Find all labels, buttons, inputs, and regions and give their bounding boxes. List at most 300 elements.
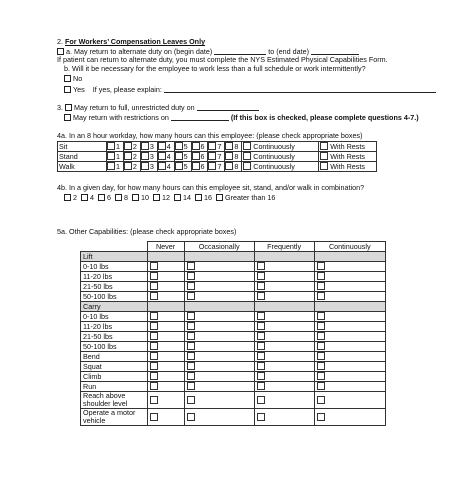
sec4a-hour-cell: [191, 152, 208, 162]
sec3-full-duty-checkbox[interactable]: [65, 104, 72, 111]
sec5a-row-label: 11-20 lbs: [81, 322, 148, 332]
sec2-begin-date-field[interactable]: [214, 47, 266, 55]
sec5a-row: [81, 312, 386, 322]
sec5a-checkbox[interactable]: [317, 292, 325, 300]
sec4b-option-label: 12: [162, 193, 170, 202]
sec4b-option: [64, 193, 77, 202]
sec5a-check-cell: [184, 252, 254, 262]
sec4a-hour-label: 6: [200, 162, 205, 171]
sec5a-checkbox[interactable]: [187, 352, 195, 360]
sec2-a-text: a. May return to alternate duty on (begin date): [66, 47, 213, 56]
sec4b-option-label: 8: [124, 193, 128, 202]
sec4a-with-rests-cell: [319, 142, 377, 152]
sec5a-check-cell: [254, 252, 314, 262]
sec4a-hour-label: 5: [183, 152, 188, 161]
sec5a-checkbox[interactable]: [257, 352, 265, 360]
sec5a-row-label: 50-100 lbs: [81, 292, 148, 302]
sec2-no-label: No: [73, 74, 83, 83]
sec5a-check-cell: [184, 312, 254, 322]
sec5a-check-cell: [147, 312, 184, 322]
sec4a-hour-checkbox[interactable]: [208, 142, 216, 150]
sec5a-checkbox[interactable]: [150, 272, 158, 280]
sec4b-options: [64, 194, 275, 202]
sec4a-row-label: Sit: [58, 142, 107, 152]
sec2-explain: If yes, please explain:: [92, 85, 162, 94]
sec2-patient-note: If patient can return to alternate duty, you must complete the NYS Estimated Physical Capabilities Form.: [57, 55, 388, 64]
sec5a-check-cell: [147, 372, 184, 382]
sec5a-check-cell: [184, 392, 254, 409]
sec4a-hour-cell: [140, 142, 157, 152]
sec5a-check-cell: [314, 392, 385, 409]
sec5a-row-label: 11-20 lbs: [81, 272, 148, 282]
sec4a-hour-checkbox[interactable]: [158, 152, 166, 160]
sec5a-check-cell: [147, 342, 184, 352]
sec2-explain-field[interactable]: [164, 85, 436, 93]
sec5a-check-cell: [314, 409, 385, 426]
sec5a-row-label: Carry: [81, 302, 148, 312]
sec2-no-checkbox[interactable]: [64, 75, 71, 82]
sec4b-option: [81, 193, 94, 202]
sec3-number: 3.: [57, 103, 63, 112]
sec5a-row-label: Operate a motor vehicle: [81, 409, 148, 426]
sec4a-hour-label: 4: [166, 152, 171, 161]
sec4a-hour-checkbox[interactable]: [107, 162, 115, 170]
sec5a-checkbox[interactable]: [257, 372, 265, 380]
sec3-note: (If this box is checked, please complete questions 4-7.): [230, 113, 419, 122]
sec4a-hour-checkbox[interactable]: [175, 142, 183, 150]
sec5a-check-cell: [147, 282, 184, 292]
sec5a-check-cell: [184, 372, 254, 382]
sec4b-greater-option: [216, 193, 275, 202]
sec4b-checkbox[interactable]: [81, 194, 88, 201]
sec4a-hour-label: 8: [234, 142, 239, 151]
sec5a-checkbox[interactable]: [257, 282, 265, 290]
sec5a-check-cell: [314, 382, 385, 392]
sec5a-checkbox[interactable]: [257, 272, 265, 280]
sec5a-row-label: Reach above shoulder level: [81, 392, 148, 409]
sec5a-check-cell: [314, 282, 385, 292]
sec5a-checkbox[interactable]: [257, 262, 265, 270]
sec5a-check-cell: [314, 352, 385, 362]
sec5a-checkbox[interactable]: [257, 362, 265, 370]
sec5a-checkbox[interactable]: [150, 352, 158, 360]
sec4a-hour-label: 8: [234, 152, 239, 161]
sec5a-check-cell: [147, 292, 184, 302]
sec4a-hour-cell: [157, 152, 174, 162]
sec5a-check-cell: [184, 262, 254, 272]
sec5a-checkbox[interactable]: [187, 272, 195, 280]
sec4b-checkbox[interactable]: [132, 194, 139, 201]
sec4b-option-label: 4: [90, 193, 94, 202]
sec5a-table: [80, 241, 386, 426]
sec5a-header-cell: Occasionally: [184, 242, 254, 252]
sec2-yes-option: [64, 85, 436, 94]
sec5a-row: [81, 352, 386, 362]
sec5a-checkbox[interactable]: [317, 372, 325, 380]
sec4a-continuously-label: Continuously: [251, 162, 295, 171]
sec5a-check-cell: [254, 292, 314, 302]
sec5a-row-label: 0-10 lbs: [81, 262, 148, 272]
sec4b-option-label: 10: [141, 193, 149, 202]
sec5a-check-cell: [147, 262, 184, 272]
sec5a-check-cell: [254, 312, 314, 322]
sec4a-hour-cell: [107, 152, 124, 162]
sec5a-checkbox[interactable]: [150, 382, 158, 390]
sec5a-check-cell: [147, 392, 184, 409]
sec4a-hour-label: 5: [183, 142, 188, 151]
sec5a-check-cell: [314, 362, 385, 372]
sec4a-with-rests-cell: [319, 162, 377, 172]
sec5a-row: [81, 382, 386, 392]
sec5a-checkbox[interactable]: [257, 396, 265, 404]
sec5a-checkbox[interactable]: [317, 362, 325, 370]
sec5a-checkbox[interactable]: [187, 372, 195, 380]
sec5a-check-cell: [314, 372, 385, 382]
sec4a-continuously-cell: [242, 152, 319, 162]
sec5a-checkbox[interactable]: [187, 312, 195, 320]
sec5a-check-cell: [254, 409, 314, 426]
sec5a-check-cell: [314, 292, 385, 302]
sec5a-header-cell: Frequently: [254, 242, 314, 252]
sec5a-row: [81, 252, 386, 262]
sec4a-continuously-cell: [242, 142, 319, 152]
sec5a-header-row: [81, 242, 386, 252]
sec5a-checkbox[interactable]: [317, 272, 325, 280]
sec5a-checkbox[interactable]: [257, 413, 265, 421]
sec4a-hour-cell: [157, 162, 174, 172]
sec4b-option-label: 2: [73, 193, 77, 202]
sec4a-hour-cell: [191, 162, 208, 172]
sec5a-check-cell: [184, 362, 254, 372]
sec4a-row: [58, 162, 377, 172]
sec5a-check-cell: [147, 322, 184, 332]
sec5a-check-cell: [314, 262, 385, 272]
sec5a-check-cell: [254, 262, 314, 272]
sec4a-hour-checkbox[interactable]: [192, 162, 200, 170]
sec5a-row: [81, 342, 386, 352]
sec4b-checkbox[interactable]: [174, 194, 181, 201]
sec5a-checkbox[interactable]: [317, 262, 325, 270]
sec4a-hour-label: 1: [116, 142, 120, 151]
sec4a-hour-label: 3: [149, 152, 154, 161]
sec5a-check-cell: [314, 252, 385, 262]
sec5a-checkbox[interactable]: [317, 382, 325, 390]
sec4a-hour-checkbox[interactable]: [141, 142, 149, 150]
sec3-full-duty-line: [57, 103, 259, 112]
sec4a-row-label: Walk: [58, 162, 107, 172]
sec4a-hour-label: 8: [234, 162, 239, 171]
sec4b-option-label: 16: [204, 193, 212, 202]
sec5a-checkbox[interactable]: [187, 413, 195, 421]
sec2-heading: [57, 38, 205, 46]
sec4a-hour-label: 3: [149, 142, 154, 151]
sec4a-hour-checkbox[interactable]: [158, 162, 166, 170]
sec4b-checkbox[interactable]: [195, 194, 202, 201]
sec4b-option: [115, 193, 128, 202]
sec4a-hour-checkbox[interactable]: [124, 142, 132, 150]
sec4a-hour-label: 2: [132, 152, 137, 161]
sec4a-hour-cell: [208, 162, 225, 172]
sec5a-check-cell: [254, 372, 314, 382]
sec5a-checkbox[interactable]: [257, 322, 265, 330]
sec5a-check-cell: [184, 302, 254, 312]
sec5a-check-cell: [184, 322, 254, 332]
sec2-number: 2.: [57, 37, 63, 46]
sec4a-hour-checkbox[interactable]: [175, 162, 183, 170]
sec5a-check-cell: [184, 282, 254, 292]
sec4a-with-rests-label: With Rests: [328, 162, 365, 171]
sec3-restrictions-text: May return with restrictions on: [73, 113, 169, 122]
sec5a-checkbox[interactable]: [257, 332, 265, 340]
sec4b-greater-checkbox[interactable]: [216, 194, 223, 201]
sec4b-checkbox[interactable]: [115, 194, 122, 201]
sec5a-row: [81, 282, 386, 292]
sec4a-hour-checkbox[interactable]: [107, 142, 115, 150]
sec4a-hour-checkbox[interactable]: [225, 152, 233, 160]
sec4a-hour-cell: [208, 152, 225, 162]
sec5a-checkbox[interactable]: [187, 322, 195, 330]
sec5a-header-cell: Never: [147, 242, 184, 252]
sec5a-check-cell: [147, 409, 184, 426]
sec5a-row: [81, 302, 386, 312]
sec4a-hour-checkbox[interactable]: [192, 152, 200, 160]
sec5a-checkbox[interactable]: [187, 342, 195, 350]
sec5a-check-cell: [254, 322, 314, 332]
sec4b-option: [98, 193, 111, 202]
sec4a-with-rests-label: With Rests: [328, 152, 365, 161]
sec4b-option: [153, 193, 170, 202]
sec4b-checkbox[interactable]: [153, 194, 160, 201]
sec4a-hour-checkbox[interactable]: [208, 152, 216, 160]
sec4a-hour-label: 6: [200, 142, 205, 151]
sec5a-check-cell: [147, 302, 184, 312]
sec5a-check-cell: [314, 322, 385, 332]
sec4b-greater-label: Greater than 16: [225, 193, 276, 202]
sec4a-hour-label: 6: [200, 152, 205, 161]
sec5a-check-cell: [184, 292, 254, 302]
sec5a-check-cell: [147, 382, 184, 392]
sec4a-hour-label: 1: [116, 152, 120, 161]
sec5a-check-cell: [254, 382, 314, 392]
sec5a-checkbox[interactable]: [317, 413, 325, 421]
sec3-restrictions-line: [64, 113, 419, 122]
sec5a-check-cell: [147, 252, 184, 262]
sec5a-row: [81, 292, 386, 302]
sec5a-check-cell: [314, 342, 385, 352]
sec3-restrictions-checkbox[interactable]: [64, 114, 71, 121]
sec5a-row: [81, 392, 386, 409]
sec5a-checkbox[interactable]: [317, 282, 325, 290]
sec4a-with-rests-label: With Rests: [328, 142, 365, 151]
sec5a-check-cell: [184, 272, 254, 282]
sec5a-checkbox[interactable]: [150, 372, 158, 380]
sec4a-hour-checkbox[interactable]: [208, 162, 216, 170]
sec4b-option: [174, 193, 191, 202]
sec5a-checkbox[interactable]: [317, 322, 325, 330]
sec4a-with-rests-cell: [319, 152, 377, 162]
sec3-full-duty-date[interactable]: [197, 103, 259, 111]
sec5a-row: [81, 272, 386, 282]
sec5a-checkbox[interactable]: [317, 352, 325, 360]
sec2-yes-checkbox[interactable]: [64, 86, 71, 93]
sec5a-row-label: Run: [81, 382, 148, 392]
sec4b-option: [195, 193, 212, 202]
sec4a-hour-label: 7: [217, 162, 222, 171]
sec4b-question: 4b. In a given day, for how many hours can this employee sit, stand, and/or walk in combination?: [57, 183, 365, 192]
sec4a-hour-label: 7: [217, 142, 222, 151]
sec4a-continuously-label: Continuously: [251, 152, 295, 161]
sec4a-hour-label: 4: [166, 142, 171, 151]
sec4a-hour-cell: [123, 142, 140, 152]
sec5a-check-cell: [254, 282, 314, 292]
sec5a-header-cell: Continuously: [314, 242, 385, 252]
sec5a-check-cell: [254, 352, 314, 362]
sec5a-checkbox[interactable]: [187, 382, 195, 390]
sec4a-hour-cell: [191, 142, 208, 152]
sec5a-row-label: 0-10 lbs: [81, 312, 148, 322]
sec4a-hour-checkbox[interactable]: [124, 152, 132, 160]
sec5a-check-cell: [184, 342, 254, 352]
sec5a-row-label: Climb: [81, 372, 148, 382]
sec5a-check-cell: [184, 382, 254, 392]
sec4a-hour-label: 2: [132, 142, 137, 151]
sec4a-hour-label: 1: [116, 162, 120, 171]
sec4a-hour-checkbox[interactable]: [225, 162, 233, 170]
sec2-no-option: [64, 75, 82, 83]
sec5a-check-cell: [147, 272, 184, 282]
sec5a-checkbox[interactable]: [257, 312, 265, 320]
sec5a-row: [81, 372, 386, 382]
sec4b-option-label: 14: [183, 193, 191, 202]
sec5a-check-cell: [184, 409, 254, 426]
sec4a-hour-cell: [107, 142, 124, 152]
sec4a-hour-checkbox[interactable]: [158, 142, 166, 150]
sec5a-row-label: 50-100 lbs: [81, 342, 148, 352]
sec5a-checkbox[interactable]: [317, 332, 325, 340]
sec4a-hour-cell: [208, 142, 225, 152]
sec2-b-text: b. Will it be necessary for the employee to work less than a full schedule or work intermittently?: [64, 64, 366, 73]
sec4a-hour-checkbox[interactable]: [107, 152, 115, 160]
sec5a-checkbox[interactable]: [187, 396, 195, 404]
sec4a-hour-checkbox[interactable]: [175, 152, 183, 160]
sec5a-checkbox[interactable]: [317, 342, 325, 350]
sec5a-check-cell: [254, 332, 314, 342]
sec4a-hour-cell: [107, 162, 124, 172]
sec3-restrictions-date[interactable]: [171, 113, 229, 121]
sec4a-hour-checkbox[interactable]: [225, 142, 233, 150]
sec5a-question: 5a. Other Capabilities: (please check appropriate boxes): [57, 227, 237, 236]
sec5a-checkbox[interactable]: [150, 332, 158, 340]
sec5a-row: [81, 262, 386, 272]
sec5a-checkbox[interactable]: [187, 292, 195, 300]
sec5a-checkbox[interactable]: [150, 262, 158, 270]
sec2-yes-label: Yes: [73, 85, 85, 94]
sec4b-option-label: 6: [107, 193, 111, 202]
sec5a-row-label: 21-50 lbs: [81, 332, 148, 342]
sec5a-check-cell: [254, 342, 314, 352]
sec5a-check-cell: [314, 302, 385, 312]
sec4a-hour-cell: [157, 142, 174, 152]
sec4a-question: 4a. In an 8 hour workday, how many hours can this employee: (please check appropriate boxes): [57, 131, 363, 140]
sec5a-checkbox[interactable]: [187, 282, 195, 290]
sec2-title: For Workers’ Compensation Leaves Only: [65, 37, 206, 46]
sec5a-checkbox[interactable]: [150, 322, 158, 330]
sec4a-row: [58, 152, 377, 162]
sec5a-checkbox[interactable]: [150, 292, 158, 300]
sec5a-row-label: Bend: [81, 352, 148, 362]
sec5a-check-cell: [314, 332, 385, 342]
sec5a-checkbox[interactable]: [150, 312, 158, 320]
sec5a-row-label: Squat: [81, 362, 148, 372]
sec5a-row: [81, 322, 386, 332]
sec4a-hour-cell: [225, 142, 242, 152]
sec4a-hour-checkbox[interactable]: [141, 162, 149, 170]
sec5a-check-cell: [184, 332, 254, 342]
sec5a-check-cell: [314, 312, 385, 322]
sec5a-checkbox[interactable]: [317, 396, 325, 404]
sec4a-hour-cell: [174, 162, 191, 172]
sec4a-hour-checkbox[interactable]: [192, 142, 200, 150]
sec2-a-checkbox[interactable]: [57, 48, 64, 55]
sec5a-checkbox[interactable]: [317, 312, 325, 320]
sec4a-hour-label: 4: [166, 162, 171, 171]
sec5a-checkbox[interactable]: [257, 342, 265, 350]
sec5a-checkbox[interactable]: [150, 342, 158, 350]
sec2-end-date-field[interactable]: [311, 47, 359, 55]
sec5a-check-cell: [254, 362, 314, 372]
sec5a-checkbox[interactable]: [257, 292, 265, 300]
sec5a-row: [81, 362, 386, 372]
sec4a-hour-cell: [123, 152, 140, 162]
sec5a-checkbox[interactable]: [150, 362, 158, 370]
sec4a-hour-checkbox[interactable]: [141, 152, 149, 160]
sec4a-hour-label: 2: [132, 162, 137, 171]
sec5a-checkbox[interactable]: [187, 332, 195, 340]
sec4a-row-label: Stand: [58, 152, 107, 162]
sec5a-check-cell: [254, 272, 314, 282]
sec5a-header-blank: [81, 242, 148, 252]
sec4b-checkbox[interactable]: [98, 194, 105, 201]
sec5a-check-cell: [147, 352, 184, 362]
sec5a-check-cell: [184, 352, 254, 362]
sec4a-hour-cell: [225, 162, 242, 172]
sec4b-option: [132, 193, 149, 202]
sec5a-row-label: Lift: [81, 252, 148, 262]
sec4a-hour-cell: [140, 162, 157, 172]
sec4a-hour-label: 3: [149, 162, 154, 171]
sec3-full-duty-text: May return to full, unrestricted duty on: [74, 103, 195, 112]
sec4a-hour-checkbox[interactable]: [124, 162, 132, 170]
sec5a-checkbox[interactable]: [150, 396, 158, 404]
sec5a-checkbox[interactable]: [187, 262, 195, 270]
sec5a-checkbox[interactable]: [150, 413, 158, 421]
sec4a-continuously-cell: [242, 162, 319, 172]
sec5a-check-cell: [314, 272, 385, 282]
sec4a-table: [57, 141, 377, 172]
sec5a-check-cell: [254, 302, 314, 312]
sec4b-checkbox[interactable]: [64, 194, 71, 201]
sec4a-continuously-label: Continuously: [251, 142, 295, 151]
sec4a-hour-cell: [225, 152, 242, 162]
sec5a-checkbox[interactable]: [187, 362, 195, 370]
sec5a-checkbox[interactable]: [150, 282, 158, 290]
sec4a-row: [58, 142, 377, 152]
sec5a-row-label: 21-50 lbs: [81, 282, 148, 292]
sec4a-hour-label: 5: [183, 162, 188, 171]
sec5a-checkbox[interactable]: [257, 382, 265, 390]
sec4a-hour-cell: [140, 152, 157, 162]
sec5a-row: [81, 332, 386, 342]
